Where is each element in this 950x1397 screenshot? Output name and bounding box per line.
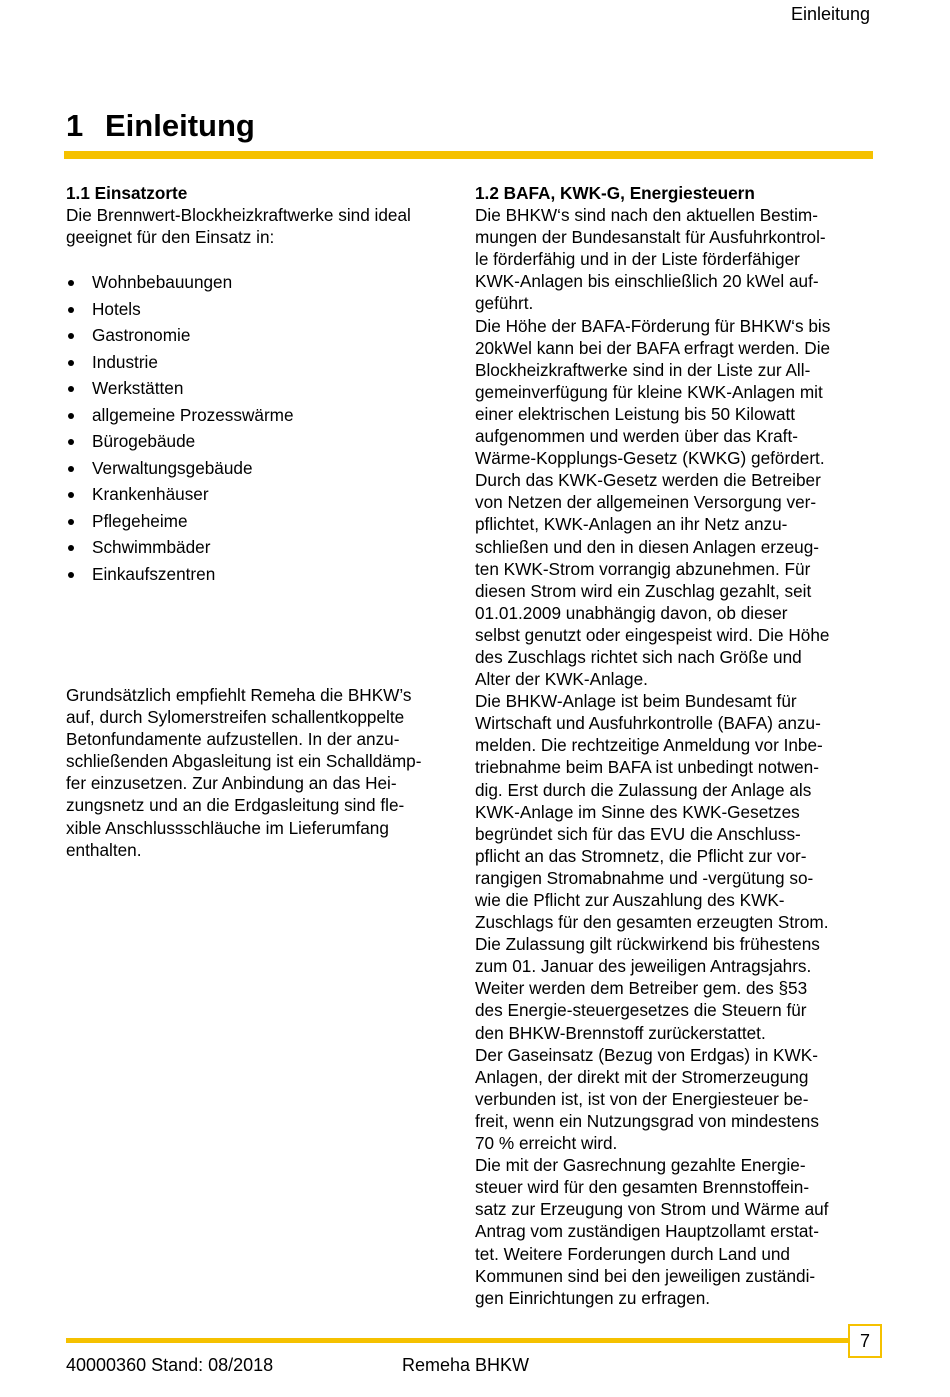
paragraph-line: fer einzusetzen. Zur Anbindung an das Hei- (66, 773, 397, 794)
paragraph-line: pflicht an das Stromnetz, die Pflicht zur vor- (475, 845, 807, 866)
paragraph-line: Wirtschaft und Ausfuhrkontrolle (BAFA) anzu- (475, 713, 821, 734)
paragraph-line: Die Zulassung gilt rückwirkend bis frühestens (475, 934, 820, 955)
paragraph-line: ten KWK-Strom vorrangig abzunehmen. Für (475, 558, 811, 579)
paragraph-line: KWK-Anlage im Sinne des KWK-Gesetzes (475, 801, 800, 822)
bullet-item (66, 298, 294, 325)
bullet-dot-icon (68, 519, 74, 525)
paragraph-line: pflichtet, KWK-Anlagen an ihr Netz anzu- (475, 514, 788, 535)
paragraph-line: 20kWel kann bei der BAFA erfragt werden. Die (475, 337, 831, 358)
paragraph-line: gemeinverfügung für kleine KWK-Anlagen mit (475, 381, 823, 402)
bullet-label: Krankenhäuser (92, 484, 209, 504)
paragraph-line: Weiter werden dem Betreiber gem. des §53 (475, 978, 808, 999)
paragraph-line: des Zuschlags richtet sich nach Größe und (475, 646, 802, 667)
paragraph-line: gen Einrichtungen zu erfragen. (475, 1287, 711, 1308)
bullet-dot-icon (68, 386, 74, 392)
paragraph-line: Die mit der Gasrechnung gezahlte Energie- (475, 1155, 806, 1176)
paragraph-line: Der Gaseinsatz (Bezug von Erdgas) in KWK- (475, 1044, 818, 1065)
paragraph-line: geführt. (475, 293, 534, 314)
paragraph-line: satz zur Erzeugung von Strom und Wärme auf (475, 1199, 829, 1220)
paragraph-line: Betonfundamente aufzustellen. In der anzu- (66, 729, 400, 750)
paragraph-line: Die BHKW-Anlage ist beim Bundesamt für (475, 691, 797, 712)
paragraph-line: KWK-Anlagen bis einschließlich 20 kWel auf- (475, 271, 819, 292)
bullet-item (66, 563, 294, 590)
footer-rule (66, 1338, 848, 1343)
bullet-label: Werkstätten (92, 378, 184, 398)
bullet-item (66, 377, 294, 404)
section-1-2-text (475, 204, 875, 1309)
usage-bullet-list (66, 271, 294, 589)
bullet-dot-icon (68, 466, 74, 472)
paragraph-line: Die BHKW‘s sind nach den aktuellen Bestim- (475, 205, 818, 226)
bullet-label: Schwimmbäder (92, 537, 211, 557)
page-number: 7 (848, 1324, 882, 1358)
bullet-label: Wohnbebauungen (92, 272, 233, 292)
paragraph-line: begründet sich für das EVU die Anschluss- (475, 823, 801, 844)
paragraph-line: mungen der Bundesanstalt für Ausfuhrkontrol- (475, 227, 826, 248)
paragraph-line: Wärme-Kopplungs-Gesetz (KWKG) gefördert. (475, 448, 825, 469)
paragraph-line: steuer wird für den gesamten Brennstoffein- (475, 1177, 810, 1198)
chapter-title (66, 108, 255, 144)
paragraph-line: Kommunen sind bei den jeweiligen zuständi- (475, 1265, 816, 1286)
chapter-title-text: Einleitung (105, 108, 255, 143)
title-rule (64, 151, 873, 159)
paragraph-line: schließen und den in diesen Anlagen erzeug- (475, 536, 819, 557)
paragraph-line: Zuschlags für den gesamten erzeugten Strom. (475, 912, 829, 933)
paragraph-line: selbst genutzt oder eingespeist wird. Die Höhe (475, 624, 830, 645)
paragraph-line: xible Anschlussschläuche im Lieferumfang (66, 817, 389, 838)
bullet-dot-icon (68, 492, 74, 498)
paragraph-line: des Energie-steuergesetzes die Steuern für (475, 1000, 807, 1021)
paragraph-line: melden. Die rechtzeitige Anmeldung vor Inbe- (475, 735, 823, 756)
paragraph-line: Grundsätzlich empfiehlt Remeha die BHKW’s (66, 685, 412, 705)
paragraph-line: rangigen Stromabnahme und -vergütung so- (475, 867, 814, 888)
paragraph-line: auf, durch Sylomerstreifen schallentkoppelte (66, 707, 405, 728)
right-column (475, 182, 875, 1309)
section-1-1-heading: 1.1 Einsatzorte (66, 183, 188, 203)
footer-product: Remeha BHKW (402, 1355, 530, 1375)
paragraph-line: le förderfähig und in der Liste förderfähiger (475, 249, 800, 270)
bullet-label: Pflegeheime (92, 510, 188, 531)
bullet-item (66, 483, 294, 510)
bullet-dot-icon (68, 360, 74, 366)
paragraph-line: 70 % erreicht wird. (475, 1133, 618, 1154)
paragraph-line: aufgenommen und werden über das Kraft- (475, 426, 798, 447)
bullet-label: Hotels (92, 298, 141, 319)
paragraph-line: zum 01. Januar des jeweiligen Antragsjahrs. (475, 956, 812, 977)
paragraph-line: 01.01.2009 unabhängig davon, ob dieser (475, 602, 788, 623)
bullet-item (66, 324, 294, 351)
bullet-label: allgemeine Prozesswärme (92, 404, 294, 425)
bullet-dot-icon (68, 307, 74, 313)
paragraph-line: triebnahme beim BAFA ist unbedingt notwen- (475, 757, 819, 778)
bullet-label: Bürogebäude (92, 431, 196, 451)
intro-line: geeignet für den Einsatz in: (66, 227, 275, 248)
bullet-item (66, 404, 294, 431)
paragraph-line: den BHKW-Brennstoff zurückerstattet. (475, 1022, 766, 1043)
paragraph-line: freit, wenn ein Nutzungsgrad von mindestens (475, 1110, 819, 1131)
bullet-dot-icon (68, 439, 74, 445)
bullet-dot-icon (68, 280, 74, 286)
bullet-label: Gastronomie (92, 325, 191, 345)
paragraph-line: von Netzen der allgemeinen Versorgung ver- (475, 492, 817, 513)
paragraph-line: schließenden Abgasleitung ist ein Schalldämp- (66, 751, 422, 772)
bullet-item (66, 430, 294, 457)
chapter-number: 1 (66, 108, 84, 143)
paragraph-line: Antrag vom zuständigen Hauptzollamt erstat- (475, 1221, 819, 1242)
bullet-item (66, 536, 294, 563)
bullet-label: Industrie (92, 351, 158, 372)
bullet-dot-icon (68, 413, 74, 419)
bullet-label: Verwaltungsgebäude (92, 457, 253, 478)
paragraph-line: dig. Erst durch die Zulassung der Anlage als (475, 779, 812, 800)
footer-doc-id: 40000360 Stand: 08/2018 (66, 1355, 274, 1375)
paragraph-line: Die Höhe der BAFA-Förderung für BHKW‘s bis (475, 315, 831, 336)
bullet-dot-icon (68, 572, 74, 578)
foundation-paragraph (66, 684, 421, 861)
bullet-item (66, 351, 294, 378)
bullet-label: Einkaufszentren (92, 563, 216, 584)
bullet-dot-icon (68, 333, 74, 339)
bullet-dot-icon (68, 545, 74, 551)
paragraph-line: zungsnetz und an die Erdgasleitung sind fle- (66, 795, 405, 816)
bullet-item (66, 457, 294, 484)
paragraph-line: enthalten. (66, 839, 142, 860)
paragraph-line: wie die Pflicht zur Auszahlung des KWK- (475, 890, 785, 910)
bullet-item (66, 271, 294, 298)
paragraph-line: tet. Weitere Forderungen durch Land und (475, 1243, 790, 1264)
paragraph-line: Durch das KWK-Gesetz werden die Betreiber (475, 470, 821, 491)
left-column (66, 182, 466, 860)
section-1-1-intro (66, 204, 466, 248)
intro-line: Die Brennwert-Blockheizkraftwerke sind ideal (66, 205, 411, 226)
paragraph-line: verbunden ist, ist von der Energiesteuer be- (475, 1088, 809, 1109)
paragraph-line: einer elektrischen Leistung bis 50 Kilowatt (475, 403, 796, 424)
paragraph-line: Anlagen, der direkt mit der Stromerzeugung (475, 1066, 809, 1087)
section-1-2-heading: 1.2 BAFA, KWK-G, Energiesteuern (475, 183, 755, 203)
running-header: Einleitung (790, 4, 870, 24)
paragraph-line: Alter der KWK-Anlage. (475, 669, 648, 690)
bullet-item (66, 510, 294, 537)
paragraph-line: diesen Strom wird ein Zuschlag gezahlt, seit (475, 580, 812, 601)
paragraph-line: Blockheizkraftwerke sind in der Liste zur All- (475, 359, 811, 380)
